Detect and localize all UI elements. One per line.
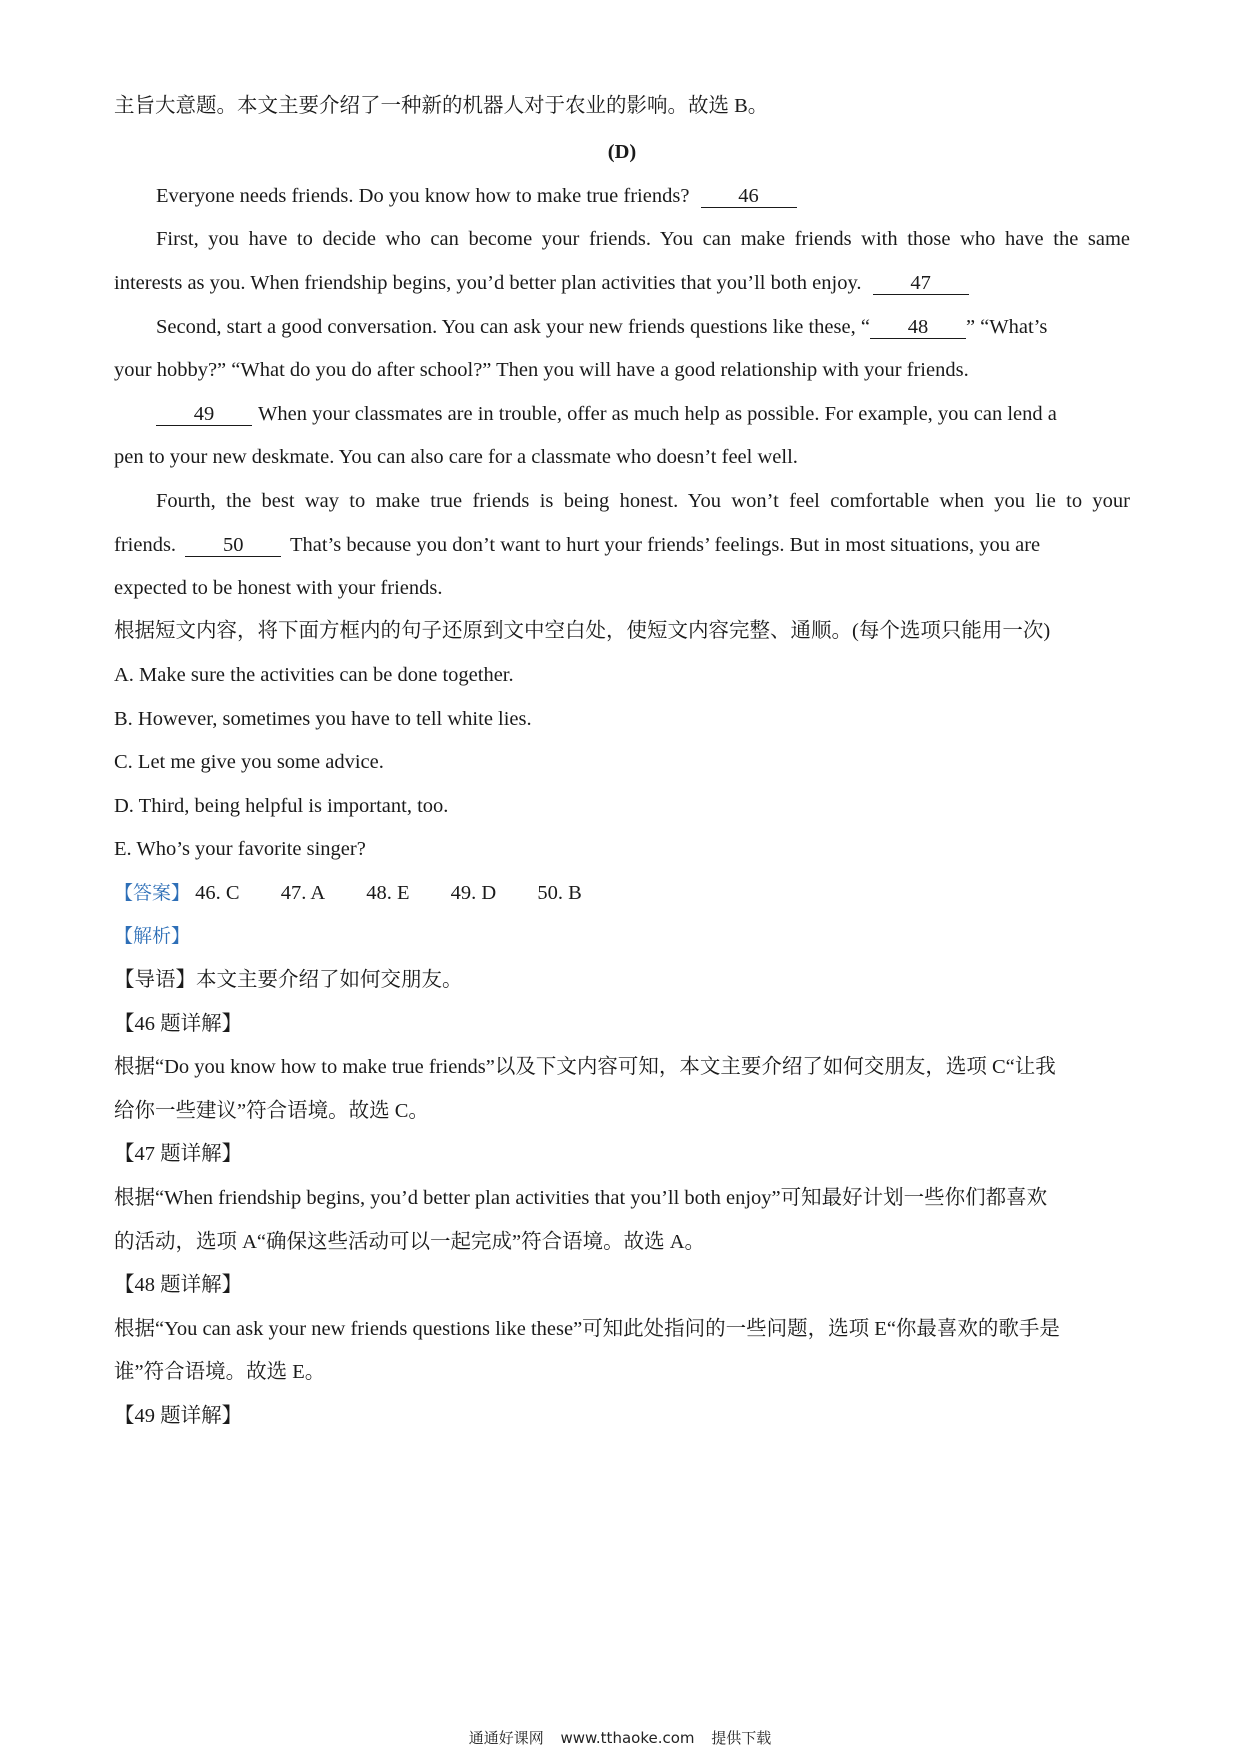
passage-text: interests as you. When friendship begins, you’d better plan activities that you’ll both enjoy. (114, 272, 862, 294)
passage-paragraph-4-line-1 (156, 400, 1130, 428)
q46-explanation-line-2: 给你一些建议”符合语境。故选 C。 (114, 1100, 429, 1122)
blank-50: 50 (185, 534, 281, 557)
passage-paragraph-4-line-2: pen to your new deskmate. You can also care for a classmate who doesn’t feel well. (114, 446, 798, 468)
footer-site-name: 通通好课网 (468, 1729, 544, 1747)
option-c: C. Let me give you some advice. (114, 751, 384, 773)
passage-text: ” “What’s (965, 316, 1048, 338)
option-b: B. However, sometimes you have to tell white lies. (114, 708, 532, 730)
footer-url[interactable]: www.tthaoke.com (560, 1729, 695, 1747)
option-a: A. Make sure the activities can be done together. (114, 664, 514, 686)
q47-title: 【47 题详解】 (114, 1143, 243, 1165)
q48-explanation-line-1: 根据“You can ask your new friends questions like these”可知此处指问的一些问题，选项 E“你最喜欢的歌手是 (114, 1318, 1060, 1340)
passage-paragraph-3-line-2: your hobby?” “What do you do after school?” Then you will have a good relationship with your friends. (114, 359, 969, 381)
passage-paragraph-5-line-2 (114, 531, 1130, 559)
passage-paragraph-3-line-1 (156, 313, 1130, 341)
blank-48: 48 (870, 316, 966, 339)
passage-text: When your classmates are in trouble, offer as much help as possible. For example, you can lend a (258, 403, 1057, 425)
intro-line: 【导语】本文主要介绍了如何交朋友。 (114, 969, 463, 991)
page-footer (0, 1728, 1240, 1748)
q46-explanation-line-1: 根据“Do you know how to make true friends”以及下文内容可知，本文主要介绍了如何交朋友，选项 C“让我 (114, 1056, 1056, 1078)
option-d: D. Third, being helpful is important, too. (114, 795, 449, 817)
q46-title: 【46 题详解】 (114, 1013, 243, 1035)
option-e: E. Who’s your favorite singer? (114, 838, 366, 860)
answer-item: 49. D (450, 882, 497, 904)
passage-paragraph-5-line-3: expected to be honest with your friends. (114, 577, 443, 599)
blank-49: 49 (156, 403, 252, 426)
answer-item: 48. E (366, 882, 410, 904)
passage-paragraph-5-line-1: Fourth, the best way to make true friends is being honest. You won’t feel comfortable when you lie to your (156, 490, 1130, 512)
section-title: (D) (607, 141, 637, 163)
passage-paragraph-2-line-2 (114, 269, 1130, 297)
answer-item: 46. C (195, 882, 240, 904)
top-line: 主旨大意题。本文主要介绍了一种新的机器人对于农业的影响。故选 B。 (114, 95, 769, 117)
q47-explanation-line-1: 根据“When friendship begins, you’d better plan activities that you’ll both enjoy”可知最好计划一些你们都喜欢 (114, 1187, 1048, 1209)
passage-text: That’s because you don’t want to hurt your friends’ feelings. But in most situations, you are (289, 534, 1041, 556)
passage-text: Everyone needs friends. Do you know how to make true friends? (156, 185, 690, 207)
q47-explanation-line-2: 的活动，选项 A“确保这些活动可以一起完成”符合语境。故选 A。 (114, 1231, 706, 1253)
answer-item: 47. A (280, 882, 326, 904)
q49-title: 【49 题详解】 (114, 1405, 243, 1427)
blank-47: 47 (873, 272, 969, 295)
footer-note: 提供下载 (711, 1729, 772, 1747)
passage-paragraph-1 (156, 182, 1130, 210)
answer-line (114, 879, 1130, 907)
blank-46: 46 (701, 185, 797, 208)
q48-title: 【48 题详解】 (114, 1274, 243, 1296)
instruction-text: 根据短文内容，将下面方框内的句子还原到文中空白处，使短文内容完整、通顺。(每个选项只能用一次) (114, 620, 1051, 642)
q48-explanation-line-2: 谁”符合语境。故选 E。 (114, 1361, 326, 1383)
passage-paragraph-2-line-1: First, you have to decide who can become your friends. You can make friends with those who have the same (156, 228, 1130, 250)
passage-text: friends. (114, 534, 177, 556)
answer-label: 【答案】 (114, 882, 191, 904)
answer-item: 50. B (537, 882, 582, 904)
analysis-label: 【解析】 (114, 925, 191, 947)
passage-text: Second, start a good conversation. You can ask your new friends questions like these, “ (156, 316, 870, 338)
